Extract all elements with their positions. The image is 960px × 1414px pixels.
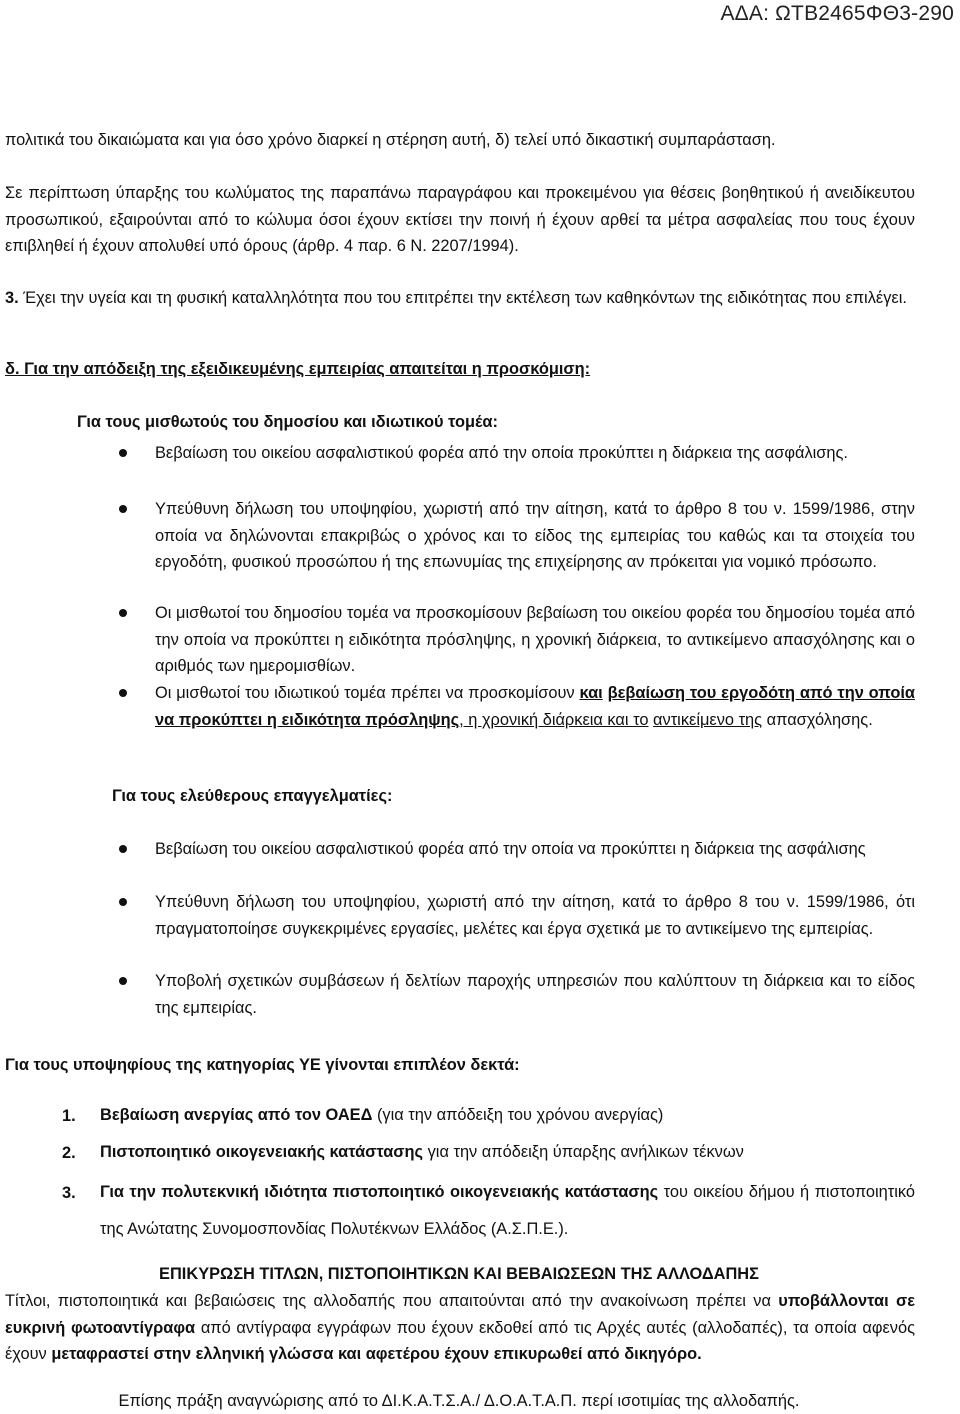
freelancers-bullet-1: Βεβαίωση του οικείου ασφαλιστικού φορέα από την οποία να προκύπτει η διάρκεια της ασφάλισης — [155, 840, 866, 858]
ye-heading: Για τους υποψηφίους της κατηγορίας ΥΕ γίνονται επιπλέον δεκτά: — [5, 1056, 520, 1074]
salaried-bullet-2: Υπεύθυνη δήλωση του υποψηφίου, χωριστή από την αίτηση, κατά το άρθρο 8 του ν. 1599/1986, στην οποία να δηλώνονται επακριβώς ο χρόνος και το είδος της εμπειρίας του καθώς και τα στοιχεία του εργοδότη, φυσικού προσώπου ή της επωνυμίας της επιχείρησης αν πρόκειται για νομικό πρόσωπο. — [155, 500, 915, 571]
intro-paragraph: Σε περίπτωση ύπαρξης του κωλύματος της παραπάνω παραγράφου και προκειμένου για θέσεις βοηθητικού ή ανειδίκευτου προσωπικού, εξαιρούνται από το κώλυμα όσοι έχουν εκτίσει την ποινή ή έχουν αρθεί τα μέτρα ασφαλείας που τους έχουν επιβληθεί ή έχουν απολυθεί υπό όρους (άρθρ. 4 παρ. 6 Ν. 2207/1994). — [5, 184, 915, 255]
foreign-part-a: Τίτλοι, πιστοποιητικά και βεβαιώσεις της αλλοδαπής που απαιτούνται από την ανακοίνωση πρέπει να — [5, 1292, 771, 1310]
requirement-3 — [5, 285, 915, 312]
requirement-3-number: 3. — [5, 289, 19, 307]
foreign-last-line: Επίσης πράξη αναγνώρισης από το ΔΙ.Κ.Α.Τ.Σ.Α./ Δ.Ο.Α.Τ.Α.Π. περί ισοτιμίας της αλλοδαπής. — [118, 1392, 800, 1410]
bullet-icon — [119, 977, 127, 985]
ye-item-2-bold: Πιστοποιητικό οικογενειακής κατάστασης — [100, 1143, 424, 1161]
section-d-title: Για την απόδειξη της εξειδικευμένης εμπειρίας απαιτείται η προσκόμιση: — [24, 360, 591, 378]
bullet-4-part-f: απασχόλησης. — [766, 710, 873, 729]
ye-item-1-rest: (για την απόδειξη του χρόνου ανεργίας) — [372, 1106, 664, 1124]
bullet-4-part-a: Οι μισθωτοί του ιδιωτικού τομέα πρέπει να προσκομίσουν — [155, 684, 575, 702]
bullet-4-part-b: και — [579, 684, 603, 702]
ye-item-1 — [100, 1097, 915, 1134]
ye-item-3-rest: του οικείου δήμου ή πιστοποιητικό της Ανώτατης Συνομοσπονδίας Πολυτέκνων Ελλάδος (Α.Σ.Π.Ε.). — [100, 1183, 915, 1238]
salaried-bullet-1: Βεβαίωση του οικείου ασφαλιστικού φορέα από την οποία προκύπτει η διάρκεια της ασφάλισης. — [155, 444, 848, 462]
freelancers-heading: Για τους ελεύθερους επαγγελματίες: — [112, 787, 393, 805]
foreign-paragraph — [5, 1288, 915, 1368]
bullet-icon — [119, 505, 127, 513]
foreign-heading: ΕΠΙΚΥΡΩΣΗ ΤΙΤΛΩΝ, ΠΙΣΤΟΠΟΙΗΤΙΚΩΝ ΚΑΙ ΒΕΒΑΙΩΣΕΩΝ ΤΗΣ ΑΛΛΟΔΑΠΗΣ — [159, 1265, 759, 1283]
salaried-bullet-3: Οι μισθωτοί του δημοσίου τομέα να προσκομίσουν βεβαίωση του οικείου φορέα του δημοσίου τομέα από την οποία να προκύπτει η ειδικότητα πρόσληψης, η χρονική διάρκεια, το αντικείμενο απασχόλησης και ο αριθμός των ημερομισθίων. — [155, 604, 915, 675]
freelancers-bullet-2: Υπεύθυνη δήλωση του υποψηφίου, χωριστή από την αίτηση, κατά το άρθρο 8 του ν. 1599/1986, ότι πραγματοποίησε συγκεκριμένες εργασίες, μελέτες και έργα σχετικά με το αντικείμενο της εμπειρίας. — [155, 893, 915, 938]
bullet-icon — [119, 609, 127, 617]
salaried-bullet-4 — [155, 680, 915, 733]
ye-item-3-bold: Για την πολυτεκνική ιδιότητα πιστοποιητικό οικογενειακής κατάστασης — [100, 1183, 659, 1201]
ye-item-3-number: 3. — [62, 1184, 76, 1202]
foreign-part-d: μεταφραστεί στην ελληνική γλώσσα και αφετέρου έχουν επικυρωθεί από δικηγόρο. — [51, 1345, 702, 1363]
ye-item-2-rest: για την απόδειξη ύπαρξης ανήλικων τέκνων — [423, 1143, 744, 1161]
intro-line: πολιτικά του δικαιώματα και για όσο χρόνο διαρκεί η στέρηση αυτή, δ) τελεί υπό δικαστική συμπαράσταση. — [5, 131, 776, 149]
ye-item-2-number: 2. — [62, 1144, 76, 1162]
requirement-3-text: Έχει την υγεία και τη φυσική καταλληλότητα που του επιτρέπει την εκτέλεση των καθηκόντων της ειδικότητας που επιλέγει. — [23, 289, 907, 307]
bullet-4-part-e: αντικείμενο της — [653, 710, 763, 729]
foreign-part-b: υποβάλλονται σε ευκρινή φωτοαντίγραφα — [5, 1292, 915, 1337]
section-d-letter: δ. — [5, 360, 20, 378]
section-d-heading — [5, 360, 590, 379]
bullet-icon — [119, 898, 127, 906]
bullet-4-part-c: βεβαίωση του εργοδότη από την οποία να προκύπτει η ειδικότητα πρόσληψης — [155, 684, 915, 729]
bullet-icon — [119, 845, 127, 853]
bullet-icon — [119, 689, 127, 697]
foreign-part-c: από αντίγραφα εγγράφων που έχουν εκδοθεί από τις Αρχές αυτές (αλλοδαπές), τα οποία αφενός έχουν — [5, 1318, 915, 1363]
bullet-4-part-d: , η χρονική διάρκεια και το — [459, 710, 649, 729]
freelancers-bullet-3: Υποβολή σχετικών συμβάσεων ή δελτίων παροχής υπηρεσιών που καλύπτουν τη διάρκεια και το είδος της εμπειρίας. — [155, 972, 915, 1017]
salaried-heading: Για τους μισθωτούς του δημοσίου και ιδιωτικού τομέα: — [77, 413, 498, 431]
bullet-icon — [119, 449, 127, 457]
ye-item-1-number: 1. — [62, 1107, 76, 1125]
ye-item-2 — [100, 1134, 915, 1171]
ye-item-1-bold: Βεβαίωση ανεργίας από τον ΟΑΕΔ — [100, 1106, 373, 1124]
ada-code: ΑΔΑ: ΩΤΒ2465ΦΘ3-290 — [720, 2, 954, 25]
ye-item-3 — [100, 1174, 915, 1248]
